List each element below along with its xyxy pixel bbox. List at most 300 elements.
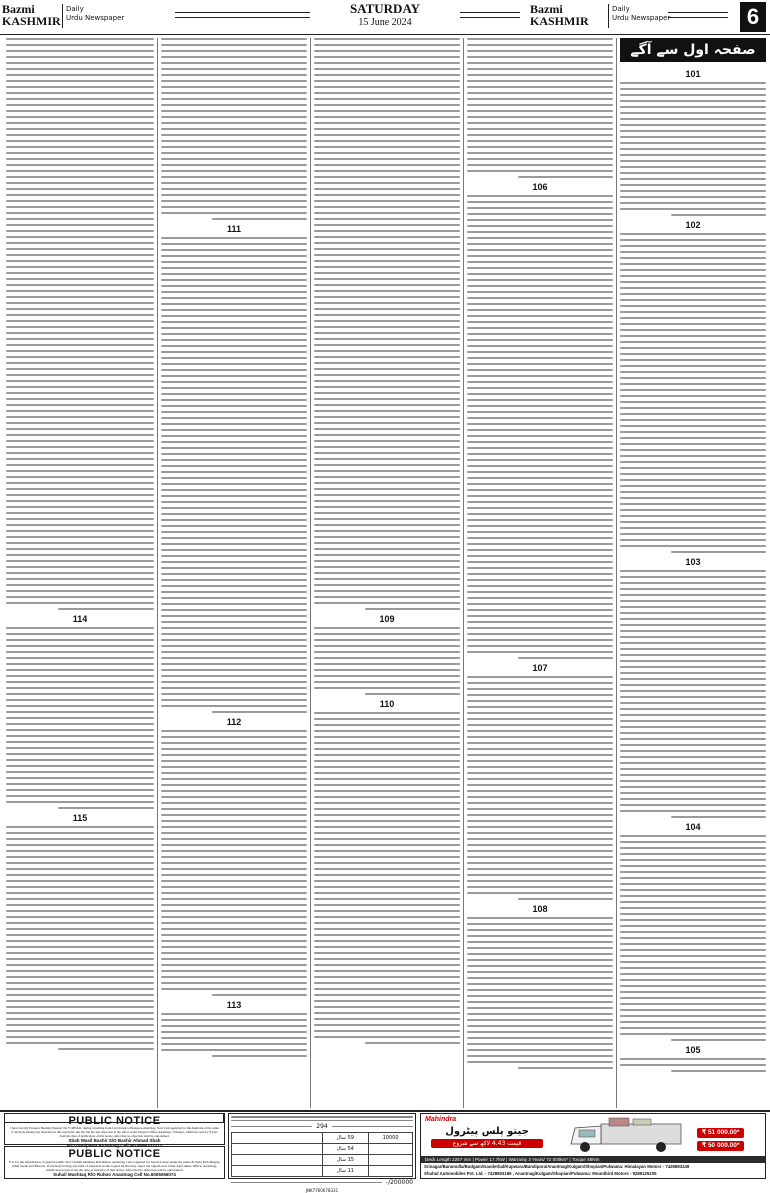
text-line: [620, 172, 766, 174]
text-line: [620, 401, 766, 403]
text-line: [6, 801, 154, 803]
text-line: [314, 578, 460, 580]
text-line: [6, 976, 154, 978]
text-line: [467, 80, 613, 82]
text-line: [6, 56, 154, 58]
text-line: [6, 452, 154, 454]
text-line: [161, 1019, 307, 1021]
text-line: [467, 357, 613, 359]
text-line: [6, 176, 154, 178]
text-line: [6, 416, 154, 418]
text-line: [314, 140, 460, 142]
text-line: [467, 603, 613, 605]
text-line: [467, 1013, 613, 1015]
text-line: [314, 470, 460, 472]
paragraph-number: 106: [467, 182, 613, 192]
text-line: [314, 988, 460, 990]
text-line: [6, 765, 154, 767]
text-line: [671, 816, 766, 818]
text-line: [467, 381, 613, 383]
text-line: [467, 778, 613, 780]
text-line: [6, 657, 154, 659]
text-line: [467, 333, 613, 335]
text-line: [161, 579, 307, 581]
text-line: [6, 1018, 154, 1020]
text-line: [161, 182, 307, 184]
text-line: [620, 497, 766, 499]
text-line: [161, 56, 307, 58]
text-line: [314, 74, 460, 76]
article-text: [161, 38, 307, 1061]
text-line: [314, 808, 460, 810]
text-line: [161, 297, 307, 299]
text-line: [467, 1061, 613, 1063]
text-line: [314, 820, 460, 822]
text-line: [620, 509, 766, 511]
text-line: [314, 326, 460, 328]
text-line: [161, 549, 307, 551]
text-line: [467, 862, 613, 864]
text-line: [314, 856, 460, 858]
text-line: [6, 970, 154, 972]
text-line: [6, 104, 154, 106]
text-line: [467, 74, 613, 76]
text-line: [6, 446, 154, 448]
text-line: [620, 461, 766, 463]
text-line: [6, 958, 154, 960]
text-line: [161, 699, 307, 701]
text-line: [620, 961, 766, 963]
text-line: [6, 290, 154, 292]
table-cell: 59 سال: [322, 1133, 369, 1144]
text-line: [467, 195, 613, 197]
text-line: [6, 338, 154, 340]
text-line: [467, 399, 613, 401]
text-line: [467, 965, 613, 967]
text-line: [620, 377, 766, 379]
paragraph-number: 115: [6, 813, 154, 823]
text-line: [620, 750, 766, 752]
text-line: [161, 892, 307, 894]
text-line: [161, 609, 307, 611]
column-rule: [310, 38, 311, 1108]
text-line: [314, 254, 460, 256]
text-line: [161, 146, 307, 148]
text-line: [314, 44, 460, 46]
text-line: [6, 128, 154, 130]
text-line: [6, 759, 154, 761]
text-line: [6, 374, 154, 376]
text-line: [161, 567, 307, 569]
paragraph-number: 101: [620, 69, 766, 79]
text-line: [467, 760, 613, 762]
text-line: [467, 315, 613, 317]
text-line: [467, 158, 613, 160]
text-line: [314, 194, 460, 196]
text-line: [620, 997, 766, 999]
paragraph-number: 104: [620, 822, 766, 832]
text-line: [467, 146, 613, 148]
text-line: [6, 1030, 154, 1032]
text-line: [467, 219, 613, 221]
text-line: [620, 744, 766, 746]
column-4: [161, 38, 307, 1108]
dealer-line: Srinagar/Baramulla/Budgam/Ganderbal/Kupwara/Bandipora/Anantnag/Kulgam/Shopian/Pulwama: Himalayan Motors - 7428893249: [424, 1164, 690, 1169]
text-line: [212, 1055, 307, 1057]
text-line: [6, 922, 154, 924]
text-line: [161, 531, 307, 533]
text-line: [314, 182, 460, 184]
text-line: [161, 868, 307, 870]
truck-illustration: [561, 1116, 691, 1156]
text-line: [161, 134, 307, 136]
text-line: [6, 826, 154, 828]
table-cell: [232, 1133, 323, 1144]
text-line: [161, 657, 307, 659]
text-line: [314, 50, 460, 52]
text-line: [620, 618, 766, 620]
text-line: [6, 230, 154, 232]
text-line: [314, 224, 460, 226]
text-line: [671, 1039, 766, 1041]
text-line: [314, 910, 460, 912]
text-line: [620, 798, 766, 800]
masthead: [0, 0, 770, 35]
text-line: [6, 260, 154, 262]
text-line: [6, 440, 154, 442]
text-line: [6, 518, 154, 520]
column-1: [620, 38, 766, 1108]
text-line: [6, 188, 154, 190]
text-line: [467, 754, 613, 756]
notice-signature: Shah Wasil Bashir S/O Bashir Ahmad Shah: [68, 1138, 161, 1144]
text-line: [161, 790, 307, 792]
text-line: [161, 1013, 307, 1015]
text-line: [161, 267, 307, 269]
table-cell: [369, 1144, 413, 1155]
text-line: [314, 428, 460, 430]
text-line: [161, 675, 307, 677]
text-line: [6, 248, 154, 250]
text-line: [161, 86, 307, 88]
text-line: [620, 365, 766, 367]
text-line: [161, 844, 307, 846]
text-line: [314, 844, 460, 846]
text-line: [620, 148, 766, 150]
text-line: [467, 261, 613, 263]
text-line: [314, 110, 460, 112]
text-line: [620, 94, 766, 96]
text-line: [620, 184, 766, 186]
text-line: [161, 459, 307, 461]
text-line: [620, 835, 766, 837]
text-line: [620, 726, 766, 728]
text-line: [161, 898, 307, 900]
text-line: [620, 672, 766, 674]
text-line: [467, 86, 613, 88]
text-line: [6, 789, 154, 791]
text-line: [6, 639, 154, 641]
text-line: [620, 925, 766, 927]
text-line: [671, 551, 766, 553]
text-line: [314, 452, 460, 454]
text-line: [620, 154, 766, 156]
text-line: [161, 471, 307, 473]
text-line: [6, 862, 154, 864]
text-line: [6, 470, 154, 472]
text-line: [620, 275, 766, 277]
text-line: [314, 1030, 460, 1032]
text-line: [161, 345, 307, 347]
text-line: [314, 760, 460, 762]
text-line: [6, 964, 154, 966]
text-line: [6, 278, 154, 280]
text-line: [620, 889, 766, 891]
text-line: [467, 98, 613, 100]
text-line: [467, 549, 613, 551]
text-line: [6, 122, 154, 124]
text-line: [314, 922, 460, 924]
text-line: [161, 832, 307, 834]
text-line: [6, 548, 154, 550]
text-line: [161, 375, 307, 377]
text-line: [620, 600, 766, 602]
text-line: [6, 98, 154, 100]
text-line: [314, 542, 460, 544]
text-line: [161, 453, 307, 455]
text-line: [467, 585, 613, 587]
table-cell: 11 سال: [322, 1166, 369, 1177]
table-cell: [232, 1144, 323, 1155]
text-line: [620, 570, 766, 572]
text-line: [620, 720, 766, 722]
text-line: [620, 160, 766, 162]
text-line: [620, 955, 766, 957]
text-line: [6, 386, 154, 388]
text-line: [6, 602, 154, 604]
issue-day: SATURDAY: [349, 1, 421, 16]
text-line: [467, 591, 613, 593]
text-line: [620, 967, 766, 969]
text-line: [161, 116, 307, 118]
text-line: [161, 261, 307, 263]
text-line: [6, 699, 154, 701]
text-line: [6, 663, 154, 665]
text-line: [620, 1015, 766, 1017]
text-line: [467, 694, 613, 696]
text-line: [467, 471, 613, 473]
text-line: [6, 1024, 154, 1026]
text-line: [620, 624, 766, 626]
text-line: [6, 560, 154, 562]
text-line: [314, 494, 460, 496]
text-line: [314, 410, 460, 412]
table-cell: 15 سال: [322, 1155, 369, 1166]
text-line: [620, 594, 766, 596]
text-line: [161, 351, 307, 353]
paragraph-number: 110: [314, 699, 460, 709]
text-line: [620, 690, 766, 692]
paragraph-number: 103: [620, 557, 766, 567]
text-line: [314, 814, 460, 816]
text-line: [620, 841, 766, 843]
text-line: [467, 959, 613, 961]
paragraph-number: 105: [620, 1045, 766, 1055]
table-cell: [369, 1155, 413, 1166]
text-line: [6, 1012, 154, 1014]
text-line: [620, 949, 766, 951]
text-line: [467, 152, 613, 154]
text-line: [161, 50, 307, 52]
text-line: [6, 711, 154, 713]
text-line: [620, 648, 766, 650]
text-line: [161, 603, 307, 605]
text-line: [161, 333, 307, 335]
text-line: [314, 518, 460, 520]
text-line: [6, 350, 154, 352]
text-line: [467, 1025, 613, 1027]
text-line: [620, 124, 766, 126]
text-line: [467, 465, 613, 467]
text-line: [161, 561, 307, 563]
text-line: [161, 128, 307, 130]
text-line: [620, 347, 766, 349]
text-line: [467, 351, 613, 353]
text-line: [620, 281, 766, 283]
text-line: [6, 554, 154, 556]
text-line: [467, 489, 613, 491]
text-line: [6, 705, 154, 707]
text-line: [314, 838, 460, 840]
text-line: [620, 1033, 766, 1035]
text-line: [161, 243, 307, 245]
text-line: [6, 566, 154, 568]
text-line: [314, 146, 460, 148]
text-line: [314, 790, 460, 792]
text-line: [161, 778, 307, 780]
text-line: [314, 512, 460, 514]
text-line: [6, 320, 154, 322]
text-line: [467, 748, 613, 750]
text-line: [6, 488, 154, 490]
text-line: [620, 323, 766, 325]
text-line: [314, 320, 460, 322]
text-line: [6, 783, 154, 785]
text-line: [314, 218, 460, 220]
text-line: [467, 947, 613, 949]
text-line: [620, 684, 766, 686]
text-line: [467, 971, 613, 973]
text-line: [161, 74, 307, 76]
text-line: [620, 907, 766, 909]
text-line: [6, 747, 154, 749]
text-line: [620, 859, 766, 861]
text-line: [161, 1025, 307, 1027]
text-line: [467, 977, 613, 979]
text-line: [6, 506, 154, 508]
text-line: [314, 134, 460, 136]
text-line: [161, 742, 307, 744]
text-line: [671, 1070, 766, 1072]
text-line: [314, 482, 460, 484]
text-line: [161, 417, 307, 419]
paragraph-number: 112: [161, 717, 307, 727]
text-line: [6, 50, 154, 52]
text-line: [467, 56, 613, 58]
text-line: [314, 212, 460, 214]
text-line: [161, 110, 307, 112]
text-line: [6, 868, 154, 870]
text-line: [314, 724, 460, 726]
text-line: [161, 802, 307, 804]
text-line: [620, 233, 766, 235]
text-line: [314, 278, 460, 280]
text-line: [161, 934, 307, 936]
text-line: [314, 639, 460, 641]
text-line: [161, 651, 307, 653]
text-line: [314, 422, 460, 424]
text-line: [161, 477, 307, 479]
text-line: [620, 263, 766, 265]
text-line: [6, 44, 154, 46]
paragraph-number: 108: [467, 904, 613, 914]
text-line: [314, 748, 460, 750]
text-line: [314, 176, 460, 178]
text-line: [620, 130, 766, 132]
text-line: [161, 537, 307, 539]
text-line: [314, 80, 460, 82]
text-line: [161, 507, 307, 509]
text-line: [467, 935, 613, 937]
text-line: [6, 1036, 154, 1038]
text-line: [161, 321, 307, 323]
text-line: [6, 988, 154, 990]
text-line: [161, 904, 307, 906]
text-line: [6, 627, 154, 629]
text-line: [671, 214, 766, 216]
paragraph-number: 102: [620, 220, 766, 230]
text-line: [620, 527, 766, 529]
text-line: [6, 410, 154, 412]
text-line: [620, 521, 766, 523]
text-line: [161, 814, 307, 816]
text-line: [467, 742, 613, 744]
text-line: [6, 92, 154, 94]
text-line: [6, 236, 154, 238]
text-line: [6, 904, 154, 906]
text-line: [6, 717, 154, 719]
text-line: [161, 982, 307, 984]
text-line: [620, 202, 766, 204]
text-line: [314, 904, 460, 906]
legal-number: 294: [316, 1123, 328, 1130]
text-line: [161, 808, 307, 810]
text-line: [620, 1064, 766, 1066]
text-line: [467, 297, 613, 299]
text-line: [6, 206, 154, 208]
text-line: [620, 762, 766, 764]
text-line: [314, 675, 460, 677]
text-line: [6, 874, 154, 876]
text-line: [467, 579, 613, 581]
text-line: [467, 291, 613, 293]
text-line: [314, 566, 460, 568]
text-line: [161, 928, 307, 930]
text-line: [161, 98, 307, 100]
text-line: [620, 654, 766, 656]
text-line: [467, 1001, 613, 1003]
ads-divider: [0, 1110, 770, 1112]
